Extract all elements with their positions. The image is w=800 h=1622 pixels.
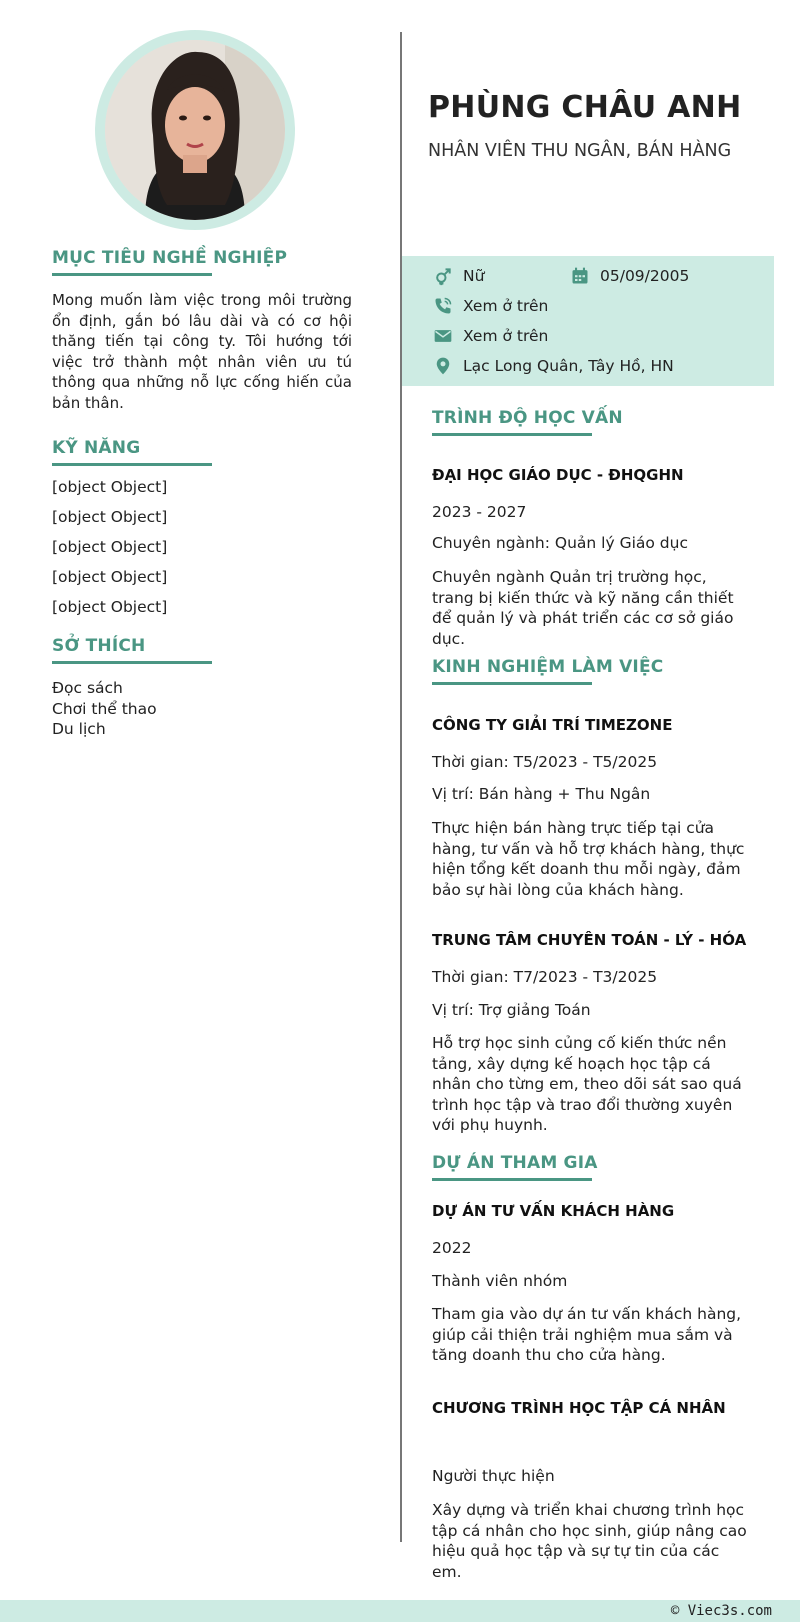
email-value: Xem ở trên [463, 327, 549, 345]
skill-item: [object Object] [52, 478, 168, 496]
job-description: Hỗ trợ học sinh củng cố kiến thức nền tảng, xây dựng kế hoạch học tập cá nhân cho từng em, theo dõi sát sao quá trình học tập và trao đổi thường xuyên với phụ huynh. [432, 1034, 742, 1134]
avatar [105, 40, 285, 220]
project-description: Tham gia vào dự án tư vấn khách hàng, giúp cải thiện trải nghiệm mua sắm và tăng doanh thu cho cửa hàng. [432, 1305, 742, 1364]
footer-bar [0, 1600, 800, 1622]
calendar-icon [569, 265, 591, 287]
contact-address [432, 354, 674, 378]
birthday-value: 05/09/2005 [600, 267, 690, 285]
contact-gender [432, 264, 484, 288]
skill-item: [object Object] [52, 538, 168, 556]
profile-photo [105, 40, 285, 220]
location-pin-icon [432, 355, 454, 377]
heading-underline [432, 1178, 592, 1181]
phone-icon [432, 295, 454, 317]
hobby-item: Du lịch [52, 720, 106, 738]
objective-heading: MỤC TIÊU NGHỀ NGHIỆP [52, 248, 288, 268]
education-years: 2023 - 2027 [432, 503, 527, 521]
hobbies-heading: SỞ THÍCH [52, 636, 146, 656]
avatar-frame [95, 30, 295, 230]
project-role: Thành viên nhóm [432, 1272, 568, 1290]
heading-underline [432, 682, 592, 685]
skills-list [52, 472, 352, 622]
education-major: Chuyên ngành: Quản lý Giáo dục [432, 534, 688, 552]
skills-heading: KỸ NĂNG [52, 438, 141, 458]
email-icon [432, 325, 454, 347]
education-section [432, 407, 762, 648]
job-time: Thời gian: T5/2023 - T5/2025 [432, 753, 658, 771]
gender-icon [432, 265, 454, 287]
contact-email [432, 324, 548, 348]
skill-item: [object Object] [52, 508, 168, 526]
hobby-item: Chơi thể thao [52, 699, 157, 718]
job-company: TRUNG TÂM CHUYÊN TOÁN - LÝ - HÓA [432, 931, 747, 949]
objective-text: Mong muốn làm việc trong môi trường ổn định, gắn bó lâu dài và có cơ hội thăng tiến tại công ty. Tôi hướng tới việc trở thành một nhân viên ưu tú thông qua những nỗ lực cống hiến của bản thân. [52, 291, 352, 412]
contact-phone [432, 294, 548, 318]
candidate-name: PHÙNG CHÂU ANH [428, 90, 742, 125]
skills-section [52, 437, 352, 622]
job-title: NHÂN VIÊN THU NGÂN, BÁN HÀNG [428, 141, 732, 161]
heading-underline [52, 463, 212, 466]
project-year: 2022 [432, 1239, 472, 1257]
project-role: Người thực hiện [432, 1467, 555, 1485]
objective-section [52, 247, 352, 413]
education-heading: TRÌNH ĐỘ HỌC VẤN [432, 408, 623, 428]
project-description: Xây dựng và triển khai chương trình học tập cá nhân cho học sinh, giúp nâng cao hiệu quả học tập và sự tự tin của các em. [432, 1501, 747, 1581]
hobbies-list [52, 678, 352, 740]
skill-item: [object Object] [52, 568, 168, 586]
project-name: CHƯƠNG TRÌNH HỌC TẬP CÁ NHÂN [432, 1399, 726, 1417]
job-description: Thực hiện bán hàng trực tiếp tại cửa hàng, tư vấn và hỗ trợ khách hàng, thực hiện tổng kết doanh thu mỗi ngày, đảm bảo sự hài lòng của khách hàng. [432, 819, 745, 899]
experience-section [432, 656, 762, 1134]
hobbies-section [52, 635, 352, 740]
job-time: Thời gian: T7/2023 - T3/2025 [432, 968, 658, 986]
skill-item: [object Object] [52, 598, 168, 616]
job-position: Vị trí: Bán hàng + Thu Ngân [432, 785, 651, 803]
address-value: Lạc Long Quân, Tây Hồ, HN [463, 357, 674, 375]
contact-panel [402, 256, 774, 386]
gender-value: Nữ [463, 267, 485, 285]
projects-heading: DỰ ÁN THAM GIA [432, 1153, 598, 1173]
contact-birthday [569, 264, 689, 288]
job-position: Vị trí: Trợ giảng Toán [432, 1001, 591, 1019]
heading-underline [52, 273, 212, 276]
hobby-item: Đọc sách [52, 679, 123, 697]
phone-value: Xem ở trên [463, 297, 549, 315]
experience-heading: KINH NGHIỆM LÀM VIỆC [432, 657, 664, 677]
project-name: DỰ ÁN TƯ VẤN KHÁCH HÀNG [432, 1202, 675, 1220]
job-company: CÔNG TY GIẢI TRÍ TIMEZONE [432, 716, 673, 734]
school-name: ĐẠI HỌC GIÁO DỤC - ĐHQGHN [432, 466, 684, 484]
projects-section [432, 1152, 762, 1581]
heading-underline [432, 433, 592, 436]
heading-underline [52, 661, 212, 664]
education-description: Chuyên ngành Quản trị trường học, trang bị kiến thức và kỹ năng cần thiết để quản lý và phát triển các cơ sở giáo dục. [432, 568, 734, 648]
footer-watermark: © Viec3s.com [670, 1603, 772, 1619]
